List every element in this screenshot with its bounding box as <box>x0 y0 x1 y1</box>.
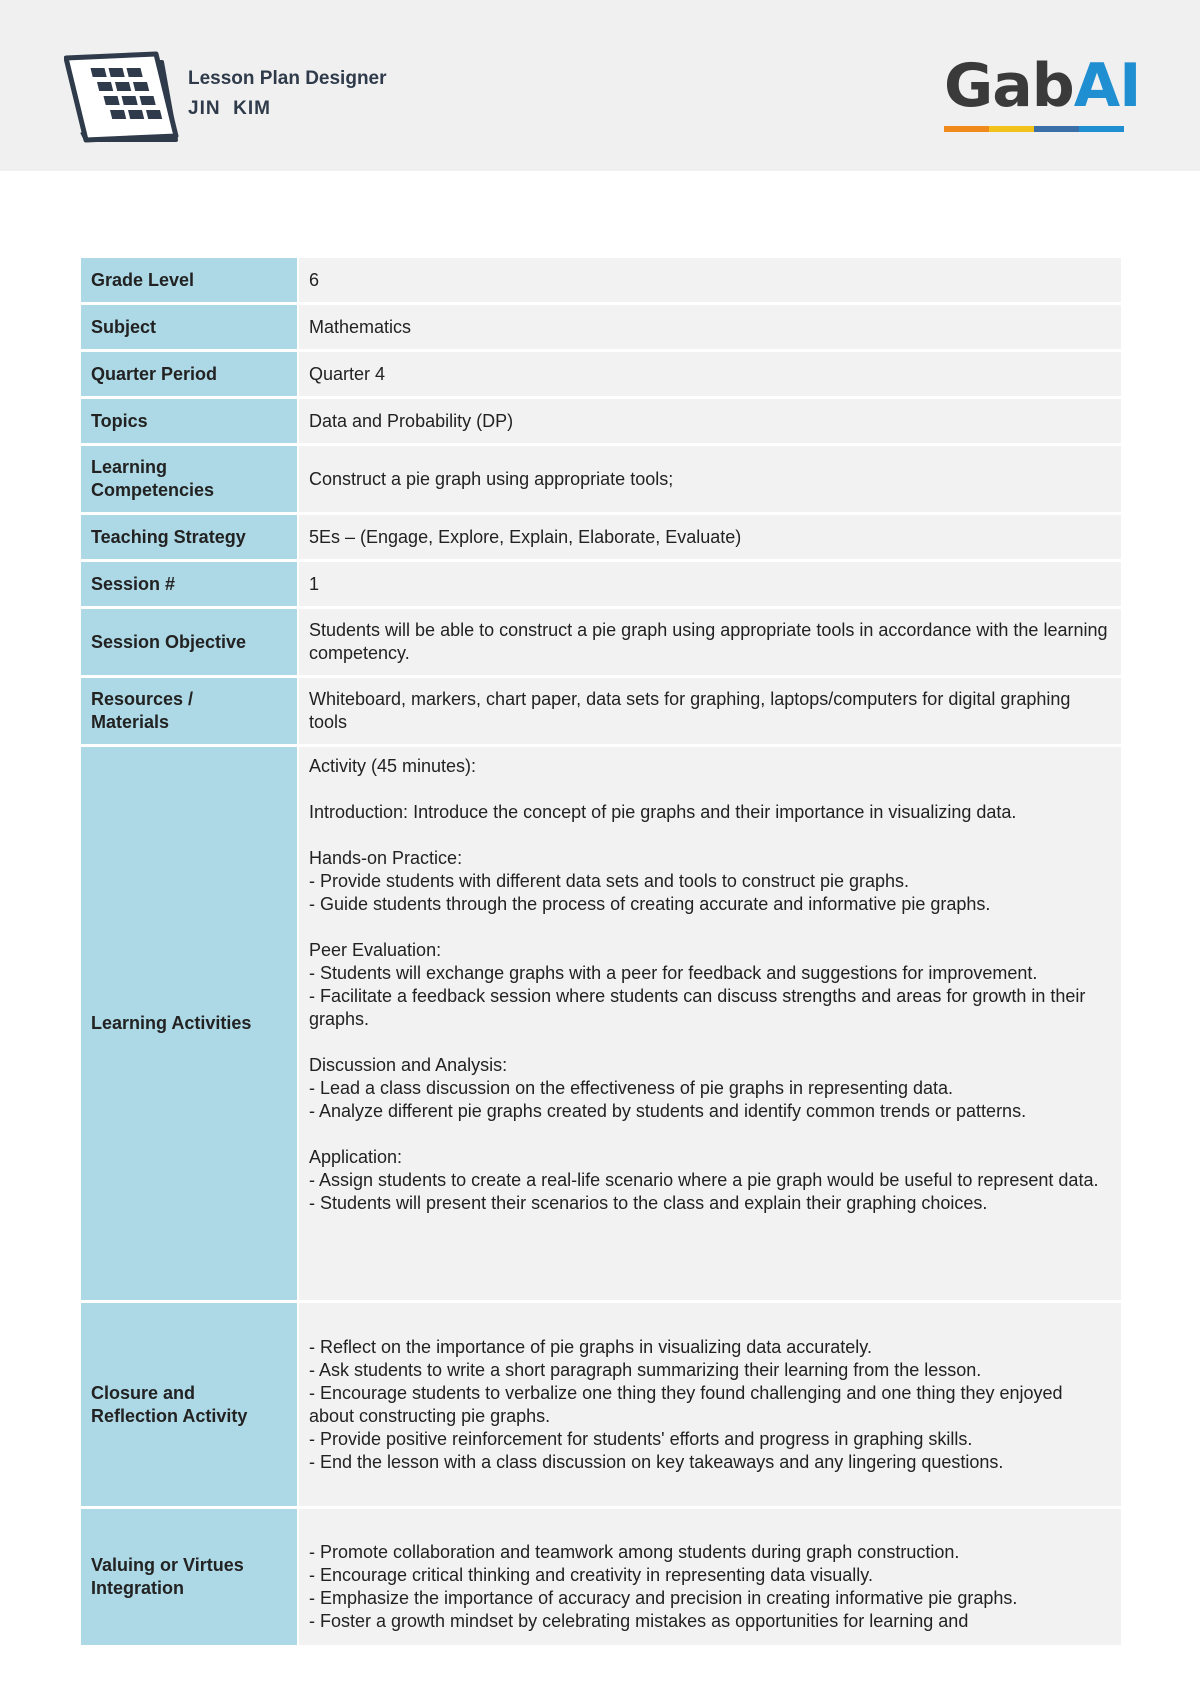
app-name: Lesson Plan Designer <box>188 68 387 89</box>
brand-bar-segment <box>1079 126 1124 132</box>
row-value: Mathematics <box>299 305 1121 349</box>
table-row <box>81 747 1121 1300</box>
row-label: Topics <box>81 399 299 443</box>
row-label: Subject <box>81 305 299 349</box>
row-value: Quarter 4 <box>299 352 1121 396</box>
row-value: - Reflect on the importance of pie graphs in visualizing data accurately. - Ask students to write a short paragraph summarizing their learning from the lesson. - Encourage students to verbalize one thing they found challenging and one thing they enjoyed about constructing pie graphs. - Provide positive reinforcement for students' efforts and progress in graphing skills. - End the lesson with a class discussion on key takeaways and any lingering questions. <box>299 1303 1121 1506</box>
row-label: Learning Competencies <box>81 446 299 512</box>
table-row <box>81 446 1121 512</box>
table-row <box>81 1303 1121 1506</box>
table-row <box>81 352 1121 396</box>
row-label: Resources / Materials <box>81 678 299 744</box>
brand-bar-segment <box>1034 126 1079 132</box>
brand-bar-segment <box>944 126 989 132</box>
row-value: 5Es – (Engage, Explore, Explain, Elaborate, Evaluate) <box>299 515 1121 559</box>
row-label: Session Objective <box>81 609 299 675</box>
row-label: Session # <box>81 562 299 606</box>
row-value: Data and Probability (DP) <box>299 399 1121 443</box>
user-name: JIN KIM <box>188 98 271 119</box>
brand-wordmark <box>944 51 1141 121</box>
table-row <box>81 399 1121 443</box>
row-label: Quarter Period <box>81 352 299 396</box>
page-header <box>0 0 1200 171</box>
row-value: Construct a pie graph using appropriate tools; <box>299 446 1121 512</box>
brand-wordmark-part2: AI <box>1073 51 1141 121</box>
row-label: Closure and Reflection Activity <box>81 1303 299 1506</box>
lesson-plan-table <box>81 255 1121 1648</box>
row-value: 6 <box>299 258 1121 302</box>
calculator-book-icon <box>64 50 184 146</box>
brand-bar-segment <box>989 126 1034 132</box>
table-row <box>81 609 1121 675</box>
brand-wordmark-part1: Gab <box>944 51 1074 121</box>
row-value: Students will be able to construct a pie graph using appropriate tools in accordance with the learning competency. <box>299 609 1121 675</box>
table-row <box>81 678 1121 744</box>
table-row <box>81 258 1121 302</box>
table-row <box>81 1509 1121 1645</box>
header-text <box>188 66 387 122</box>
row-value: 1 <box>299 562 1121 606</box>
row-value: Activity (45 minutes): Introduction: Introduce the concept of pie graphs and their importance in visualizing data. Hands-on Practice: - Provide students with different data sets and tools to construct pie graphs. - Guide students through the process of creating accurate and informative pie graphs. Peer Evaluation: - Students will exchange graphs with a peer for feedback and suggestions for improvement. - Facilitate a feedback session where students can discuss strengths and areas for growth in their graphs. Discussion and Analysis: - Lead a class discussion on the effectiveness of pie graphs in representing data. - Analyze different pie graphs created by students and identify common trends or patterns. Application: - Assign students to create a real-life scenario where a pie graph would be useful to represent data. - Students will present their scenarios to the class and explain their graphing choices. <box>299 747 1121 1300</box>
table-row <box>81 562 1121 606</box>
row-value: Whiteboard, markers, chart paper, data sets for graphing, laptops/computers for digital graphing tools <box>299 678 1121 744</box>
row-label: Valuing or Virtues Integration <box>81 1509 299 1645</box>
row-label: Grade Level <box>81 258 299 302</box>
row-label: Learning Activities <box>81 747 299 1300</box>
row-label: Teaching Strategy <box>81 515 299 559</box>
brand-logo <box>944 51 1141 136</box>
brand-color-bar <box>944 126 1124 132</box>
row-value: - Promote collaboration and teamwork among students during graph construction. - Encourage critical thinking and creativity in representing data visually. - Emphasize the importance of accuracy and precision in creating informative pie graphs. - Foster a growth mindset by celebrating mistakes as opportunities for learning and <box>299 1509 1121 1645</box>
table-row <box>81 305 1121 349</box>
table-row <box>81 515 1121 559</box>
